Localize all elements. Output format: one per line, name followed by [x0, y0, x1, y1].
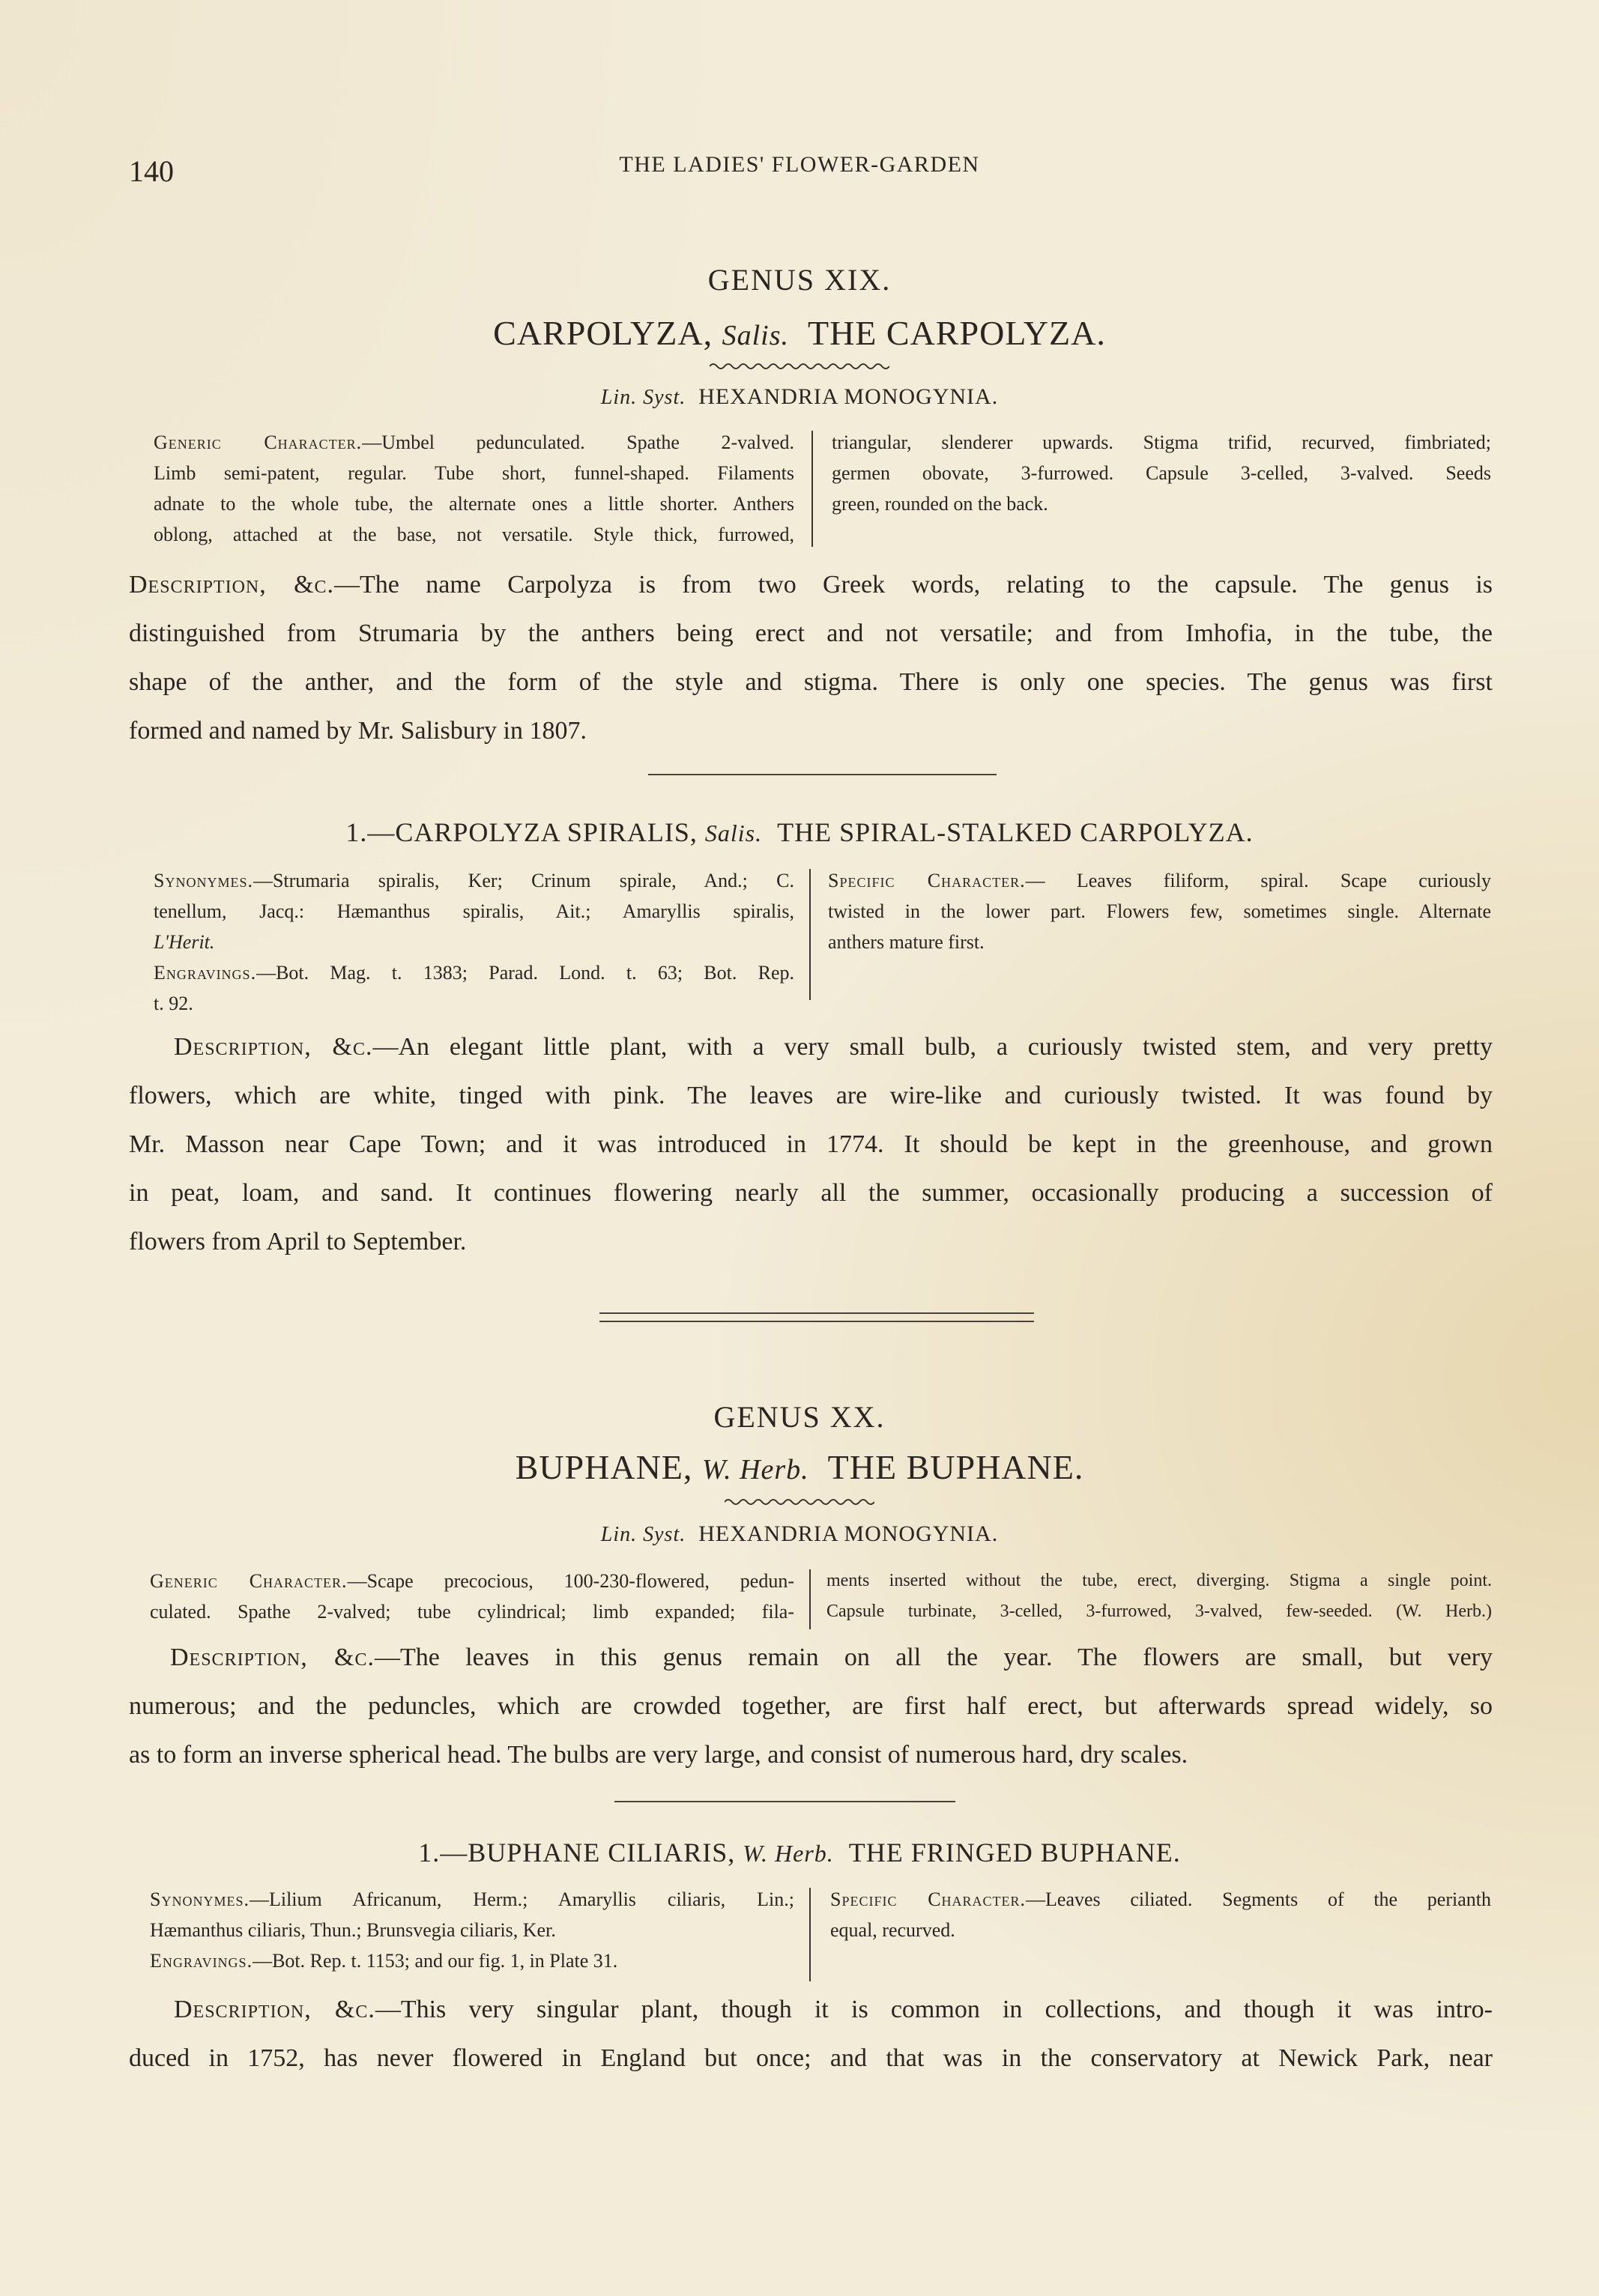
genus-20-generic-character-left: Generic Character.—Scape precocious, 100-230-flowered, pedun- culated. Spathe 2-valved; tube cylindrical; limb expanded; fila- — [150, 1570, 794, 1623]
species-buphane-heading: 1.—BUPHANE CILIARIS, W. Herb. THE FRINGED BUPHANE. — [418, 1838, 1181, 1868]
carpolyza-description: Description, &c.—An elegant little plant, with a very small bulb, a curiously twisted stem, and very pretty flowers, which are white, tinged with pink. The leaves are wire-like and curiously twisted. It was found by Mr. Masson near Cape Town; and it was introduced in 1774. It should be kept in the greenhouse, and grown in peat, loam, and sand. It continues flowering nearly all the summer, occasionally producing a succession of flowers from April to September. — [129, 1033, 1493, 1255]
genus-19-generic-character-left: Generic Character.—Umbel pedunculated. Spathe 2-valved. Limb semi-patent, regular. Tube short, funnel-shaped. Filaments adnate to the whole tube, the alternate ones a little shorter. Anthers oblong, attached at the base, not versatile. Style thick, furrowed, — [154, 431, 794, 545]
buphane-specific-character: Specific Character.—Leaves ciliated. Segments of the perianth equal, recurved. — [830, 1888, 1491, 1941]
section-rule — [648, 774, 997, 775]
genus-19-common-name: THE CARPOLYZA. — [807, 314, 1106, 352]
genus-20-description: Description, &c.—The leaves in this genus remain on all the year. The flowers are small, but very numerous; and the peduncles, which are crowded together, are first half erect, but afterwards spread widely, so as to form an inverse spherical head. The bulbs are very large, and consist of numerous hard, dry scales. — [129, 1644, 1493, 1769]
carpolyza-specific-character: Specific Character.— Leaves filiform, spiral. Scape curiously twisted in the lower part. Flowers few, sometimes single. Alternate anthers mature first. — [828, 870, 1491, 953]
column-divider — [811, 431, 813, 547]
carpolyza-synonymes: Synonymes.—Strumaria spiralis, Ker; Crinum spirale, And.; C. tenellum, Jacq.: Hæmanthus spiralis, Ait.; Amaryllis spiralis, L'Herit. Engravings.—Bot. Mag. t. 1383; Parad. Lond. t. 63; Bot. Rep. t. 92. — [154, 870, 794, 1014]
buphane-synonymes: Synonymes.—Lilium Africanum, Herm.; Amaryllis ciliaris, Lin.; Hæmanthus ciliaris, Thun.; Brunsvegia ciliaris, Ker. Engravings.—Bot. Rep. t. 1153; and our fig. 1, in Plate 31. — [150, 1888, 794, 1972]
generic-character-label: Generic Character. — [154, 431, 363, 453]
genus-20-linnaean-system: Lin. Syst. HEXANDRIA MONOGYNIA. — [600, 1521, 999, 1546]
section-rule — [614, 1801, 955, 1802]
wavy-ornament — [0, 361, 1599, 375]
lin-syst-value: HEXANDRIA MONOGYNIA. — [698, 384, 999, 409]
column-divider — [809, 1888, 811, 1981]
genus-19-description: Description, &c.—The name Carpolyza is from two Greek words, relating to the capsule. The genus is distinguished from Strumaria by the anthers being erect and not versatile; and from Imhofia, in the tube, the shape of the anther, and the form of the style and stigma. There is only one species. The genus was first formed and named by Mr. Salisbury in 1807. — [129, 571, 1493, 745]
genus-19-title — [0, 313, 1599, 353]
double-rule-bottom — [599, 1321, 1034, 1322]
page-number: 140 — [129, 154, 174, 188]
description-label: Description, &c. — [174, 1033, 373, 1061]
genus-19-name: CARPOLYZA, — [493, 314, 713, 352]
column-divider — [809, 869, 811, 1000]
genus-20-generic-character-right: ments inserted without the tube, erect, diverging. Stigma a single point. Capsule turbinate, 3-celled, 3-furrowed, 3-valved, few-seeded. (W. Herb.) — [826, 1571, 1492, 1621]
genus-19-generic-character-right: triangular, slenderer upwards. Stigma trifid, recurved, fimbriated; germen obovate, 3-furrowed. Capsule 3-celled, 3-valved. Seeds green, rounded on the back. — [832, 431, 1491, 515]
description-label: Description, &c. — [129, 571, 335, 599]
synonymes-label: Synonymes. — [154, 870, 253, 891]
column-divider — [809, 1569, 811, 1629]
engravings-label: Engravings. — [154, 962, 257, 984]
genus-20-label: GENUS XX. — [713, 1400, 886, 1434]
double-rule-top — [599, 1312, 1034, 1314]
genus-19-authority: Salis. — [722, 320, 789, 351]
buphane-description: Description, &c.—This very singular plant, though it is common in collections, and though it was intro- duced in 1752, has never flowered in England but once; and that was in the conservatory at Newick Park, near — [129, 1996, 1493, 2072]
genus-19-linnaean-system — [0, 384, 1599, 410]
species-carpolyza-heading: 1.—CARPOLYZA SPIRALIS, Salis. THE SPIRAL-STALKED CARPOLYZA. — [345, 817, 1254, 847]
genus-20-title: BUPHANE, W. Herb. THE BUPHANE. — [515, 1448, 1084, 1486]
running-head: THE LADIES' FLOWER-GARDEN — [619, 152, 980, 177]
specific-character-label: Specific Character. — [828, 870, 1026, 891]
lin-syst-label: Lin. Syst. — [600, 386, 686, 409]
wavy-ornament — [0, 1497, 1599, 1510]
genus-19-label: GENUS XIX. — [707, 263, 892, 297]
